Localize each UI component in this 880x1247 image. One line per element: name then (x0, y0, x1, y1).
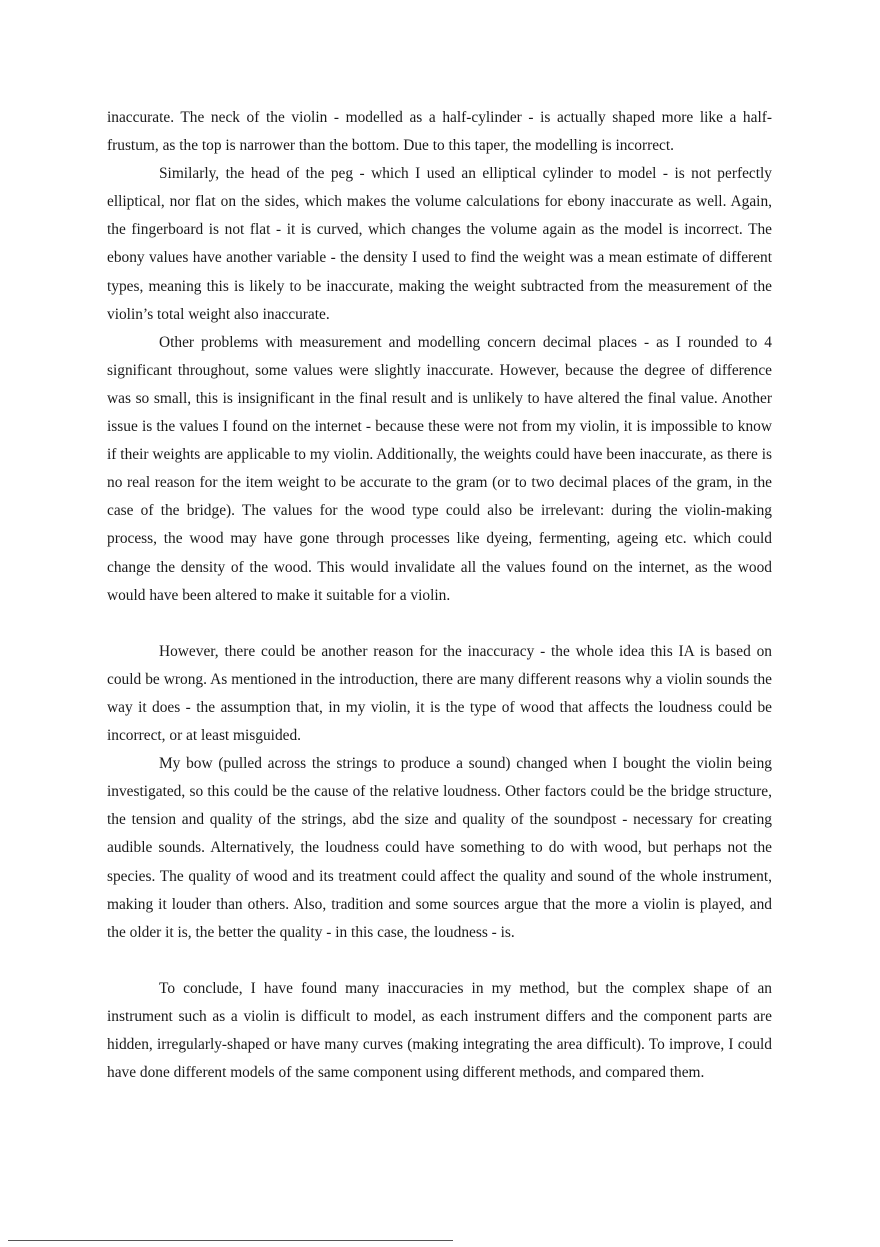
paragraph-decimal-places: Other problems with measurement and modelling concern decimal places - as I rounded to 4 significant throughout, some values were slightly inaccurate. However, because the degree of difference was so small, this is insignificant in the final result and is unlikely to have altered the final value. Another issue is the values I found on the internet - because these were not from my violin, it is impossible to know if their weights are applicable to my violin. Additionally, the weights could have been inaccurate, as there is no real reason for the item weight to be accurate to the gram (or to two decimal places of the gram, in the case of the bridge). The values for the wood type could also be irrelevant: during the violin-making process, the wood may have gone through processes like dyeing, fermenting, ageing etc. which could change the density of the wood. This would invalidate all the values found on the internet, as the wood would have been altered to make it suitable for a violin. (107, 333, 772, 604)
paragraph-conclusion: To conclude, I have found many inaccuracies in my method, but the complex shape of an instrument such as a violin is difficult to model, as each instrument differs and the component parts are hidden, irregularly-shaped or have many curves (making integrating the area difficult). To improve, I could have done different models of the same component using different methods, and compared them. (107, 979, 772, 1082)
footnote-divider (8, 1240, 453, 1241)
paragraph-neck-modelling: inaccurate. The neck of the violin - modelled as a half-cylinder - is actually shaped more like a half-frustum, as the top is narrower than the bottom. Due to this taper, the modelling is incorrect. (107, 109, 772, 155)
paragraph-other-factors: My bow (pulled across the strings to produce a sound) changed when I bought the violin being investigated, so this could be the cause of the relative loudness. Other factors could be the bridge structure, the tension and quality of the strings, abd the size and quality of the soundpost - necessary for creating audible sounds. Alternatively, the loudness could have something to do with wood, but perhaps not the species. The quality of wood and its treatment could affect the quality and sound of the whole instrument, making it louder than others. Also, tradition and some sources argue that the more a violin is played, and the older it is, the better the quality - in this case, the loudness - is. (107, 755, 772, 941)
document-body (107, 104, 772, 1087)
paragraph-spacer (107, 947, 772, 975)
paragraph-inaccuracy-reason: However, there could be another reason for the inaccuracy - the whole idea this IA is based on could be wrong. As mentioned in the introduction, there are many different reasons why a violin sounds the way it does - the assumption that, in my violin, it is the type of wood that affects the loudness could be incorrect, or at least misguided. (107, 642, 772, 745)
paragraph-spacer (107, 610, 772, 638)
paragraph-peg-fingerboard: Similarly, the head of the peg - which I used an elliptical cylinder to model - is not perfectly elliptical, nor flat on the sides, which makes the volume calculations for ebony inaccurate as well. Again, the fingerboard is not flat - it is curved, which changes the volume again as the model is incorrect. The ebony values have another variable - the density I used to find the weight was a mean estimate of different types, meaning this is likely to be inaccurate, making the weight subtracted from the measurement of the violin’s total weight also inaccurate. (107, 165, 772, 323)
